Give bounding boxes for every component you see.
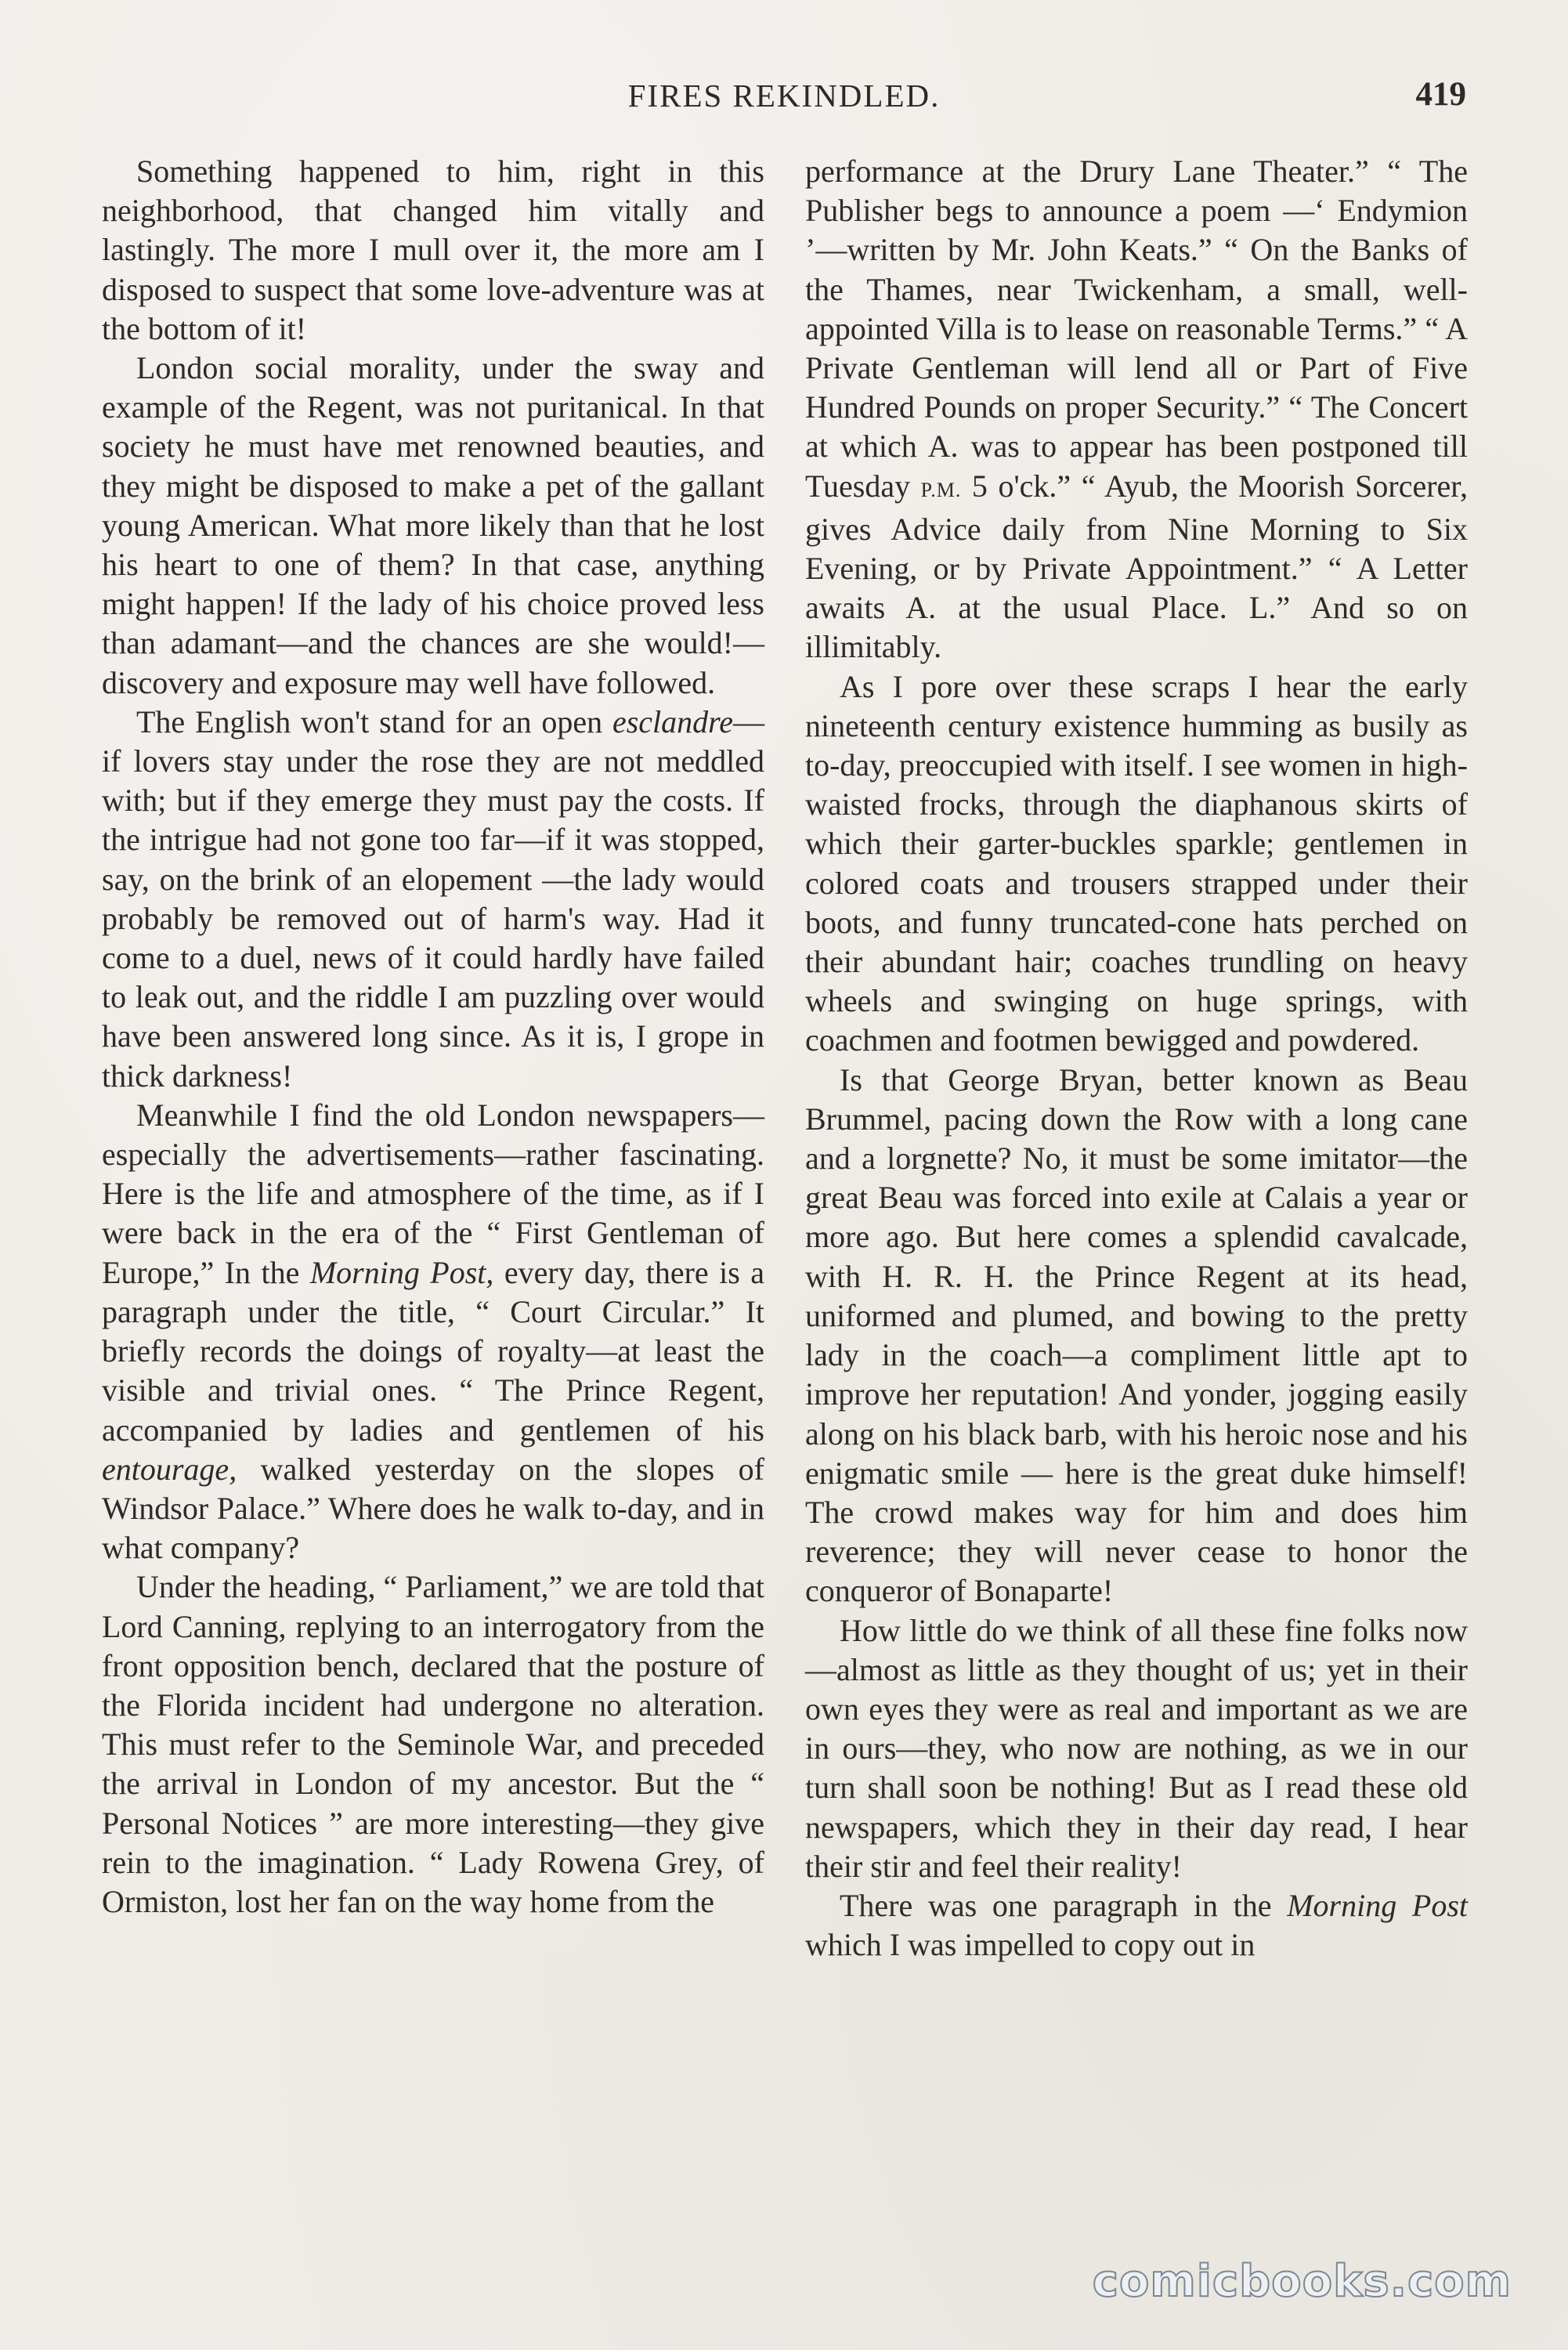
paragraph: Something happened to him, right in this neighborhood, that changed him vitally and lastingly. The more I mull over it, the more am I disposed to suspect that some love-adventure was at the bottom of it! xyxy=(102,154,764,346)
paragraph xyxy=(102,1096,764,1567)
paragraph: As I pore over these scraps I hear the early nineteenth century existence humming as busily as to-day, preoccupied with itself. I see women in high-waisted frocks, through the diaphanous skirts of which their garter-buckles sparkle; gentlemen in colored coats and trousers strapped under their boots, and funny truncated-cone hats perched on their abundant hair; coaches trundling on heavy wheels and swinging on huge springs, with coachmen and footmen bewigged and powdered. xyxy=(805,668,1468,1058)
right-column xyxy=(805,152,1468,1965)
paragraph: How little do we think of all these fine folks now—almost as little as they thought of us; yet in their own eyes they were as real and important as we are in ours—they, who now are nothing, as we in our turn shall soon be nothing! But as I read these old newspapers, which they in their day read, I hear their stir and feel their reality! xyxy=(805,1612,1468,1884)
left-column xyxy=(102,152,764,1922)
text-run: The English won't stand for an open xyxy=(136,703,612,739)
text-run: performance at the Drury Lane Theater.” “ The Publisher begs to announce a poem —‘ Endymion ’—written by Mr. John Keats.” “ On the Banks of the Thames, near Twickenham, a small, well-appointed Villa is to lease on reasonable Terms.” “ A Private Gentleman will lend all or Part of Five Hundred Pounds on proper Security.” “ The Concert at which A. was to appear has been postponed till Tuesday xyxy=(805,154,1468,504)
paragraph: Under the heading, “ Parliament,” we are told that Lord Canning, replying to an interrogatory from the front opposition bench, declared that the posture of the Florida incident had undergone no alteration. This must refer to the Seminole War, and preceded the arrival in London of my ancestor. But the “ Personal Notices ” are more interesting—they give rein to the imagination. “ Lady Rowena Grey, of Ormiston, lost her fan on the way home from the xyxy=(102,1569,764,1919)
site-watermark: comicbooks.com xyxy=(1092,2256,1512,2307)
page-number: 419 xyxy=(1415,76,1466,113)
text-run: —if lovers stay under the rose they are not meddled with; but if they emerge they must pay the costs. If the intrigue had not gone too far—if it was stopped, say, on the brink of an elopement —the lady would probably be removed out of harm's way. Had it come to a duel, news of it could hardly have failed to leak out, and the riddle I am puzzling over would have been answered long since. As it is, I grope in thick darkness! xyxy=(102,703,764,1094)
text-run: every day, there is a paragraph under the title, “ Court Circular.” It briefly records the doings of royalty—at least the visible and trivial ones. “ The Prince Regent, accompanied by ladies and gentlemen of his xyxy=(102,1254,765,1448)
text-run: There was one paragraph in the xyxy=(840,1887,1288,1923)
text-run: which I was impelled to copy out in xyxy=(805,1927,1255,1963)
page-header xyxy=(102,77,1466,124)
text-run: Meanwhile I find the old London newspapers—especially the advertisements—rather fascinating. Here is the life and atmosphere of the time, as if I were back in the era of the “ First Gentleman of Europe,” In the xyxy=(102,1097,764,1290)
paragraph-continued xyxy=(805,152,1468,667)
running-title: FIRES REKINDLED. xyxy=(627,78,941,114)
italic-title: Morning Post, xyxy=(309,1254,494,1290)
italic-term: esclandre xyxy=(612,703,733,739)
paragraph: Is that George Bryan, better known as Beau Brummel, pacing down the Row with a long cane and a lorgnette? No, it must be some imitator—the great Beau was forced into exile at Calais a year or more ago. But here comes a splendid cavalcade, with H. R. H. the Prince Regent at its head, uniformed and plumed, and bowing to the pretty lady in the coach—a compliment little apt to improve her reputation! And yonder, jogging easily along on his black barb, with his heroic nose and his enigmatic smile — here is the great duke himself! The crowd makes way for him and does him reverence; they will never cease to honor the conqueror of Bonaparte! xyxy=(805,1061,1468,1609)
text-run: walked yesterday on the slopes of Windsor Palace.” Where does he walk to-day, and in what company? xyxy=(102,1451,764,1566)
italic-title: Morning Post xyxy=(1287,1887,1468,1923)
paragraph xyxy=(102,703,764,1096)
paragraph: London social morality, under the sway and example of the Regent, was not puritanical. In that society he must have met renowned beauties, and they might be disposed to make a pet of the gallant young American. What more likely than that he lost his heart to one of them? In that case, anything might happen! If the lady of his choice proved less than adamant—and the chances are she would!—discovery and exposure may well have followed. xyxy=(102,350,764,700)
text-run: 5 o'ck.” “ Ayub, the Moorish Sorcerer, gives Advice daily from Nine Morning to Six Evening, or by Private Appointment.” “ A Letter awaits A. at the usual Place. L.” And so on illimitably. xyxy=(805,468,1468,665)
small-caps-time: P.M. xyxy=(920,478,962,501)
paragraph xyxy=(805,1886,1468,1965)
italic-term: entourage, xyxy=(102,1451,237,1487)
